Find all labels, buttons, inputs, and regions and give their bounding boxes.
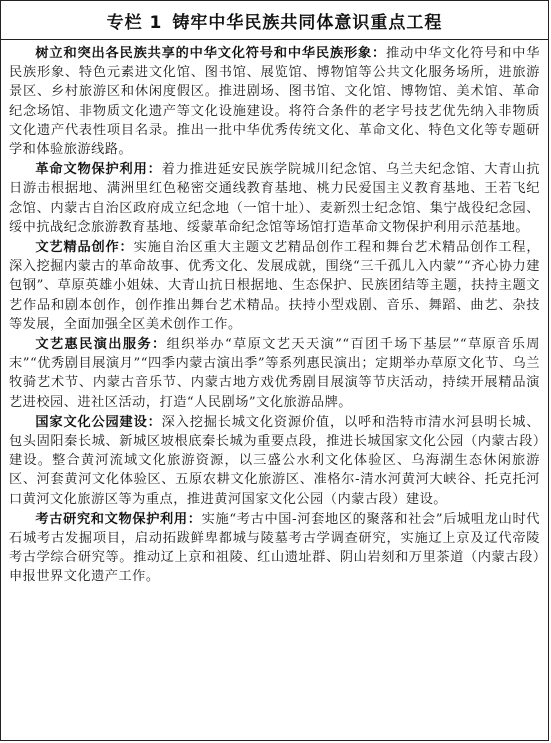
paragraph-heading: 国家文化公园建设：	[35, 414, 162, 430]
paragraph-cultural-symbols	[9, 44, 540, 159]
paragraph-national-cultural-parks	[9, 413, 540, 509]
paragraph-heading: 文艺精品创作：	[35, 240, 134, 256]
box-content	[1, 40, 548, 587]
paragraph-art-creation	[9, 238, 540, 334]
box-title: 铸牢中华民族共同体意识重点工程	[172, 12, 443, 33]
paragraph-revolutionary-relics	[9, 160, 540, 237]
box-title-bar	[1, 1, 548, 40]
box-title-number: 专栏 1	[106, 12, 163, 33]
paragraph-heading: 树立和突出各民族共享的中华文化符号和中华民族形象：	[35, 46, 387, 61]
paragraph-archaeology	[9, 510, 540, 587]
paragraph-body: 实施“考古中国-河套地区的聚落和社会”后城咀龙山时代石城考古发掘项目，启动拓跋鲜卑都城与陵墓考古学调查研究，实施辽上京及辽代帝陵考古学综合研究等。推动辽上京和祖陵、红山遗址群、阴山岩刻和万里茶道（内蒙古段）申报世界文化遗产工作。	[9, 511, 540, 585]
paragraph-body: 推动中华文化符号和中华民族形象、特色元素进文化馆、图书馆、展览馆、博物馆等公共文化服务场所，进旅游景区、乡村旅游区和休闲度假区。推进剧场、图书馆、文化馆、博物馆、美术馆、革命纪念场馆、非物质文化遗产等文化设施建设。将符合条件的老字号技艺优先纳入非物质文化遗产代表性项目名录。推出一批中华优秀传统文化、革命文化、特色文化等专题研学和体验旅游线路。	[9, 46, 540, 158]
paragraph-body: 深入挖掘长城文化资源价值，以呼和浩特市清水河县明长城、包头固阳秦长城、新城区坡根底秦长城为重要点段，推进长城国家文化公园（内蒙古段）建设。整合黄河流域文化旅游资源，以三盛公水利文化体验区、乌海湖生态休闲旅游区、河套黄河文化体验区、五原农耕文化旅游区、准格尔-清水河黄河大峡谷、托克托河口黄河文化旅游区等为重点，推进黄河国家文化公园（内蒙古段）建设。	[9, 414, 541, 507]
paragraph-heading: 考古研究和文物保护利用：	[35, 511, 202, 527]
paragraph-body: 组织举办“草原文艺天天演”“百团千场下基层”“草原音乐周末”“优秀剧目展演月”“四季内蒙古演出季”等系列惠民演出；定期举办草原文化节、乌兰牧骑艺术节、内蒙古音乐节、内蒙古地方戏优秀剧目展演等节庆活动，持续开展精品演艺进校园、进社区活动，打造“人民剧场”文化旅游品牌。	[9, 337, 540, 410]
paragraph-body: 实施自治区重大主题文艺精品创作工程和舞台艺术精品创作工程，深入挖掘内蒙古的革命故事、优秀文化、发展成就，围绕“三千孤儿入内蒙”“齐心协力建包钢”、草原英雄小姐妹、大青山抗日根据地、生态保护、民族团结等主题，扶持主题文艺作品和剧本创作，创作推出舞台艺术精品。扶持小型戏剧、音乐、舞蹈、曲艺、杂技等发展，全面加强全区美术创作工作。	[9, 240, 541, 332]
paragraph-heading: 文艺惠民演出服务：	[35, 337, 167, 353]
paragraph-public-performances	[9, 335, 540, 412]
paragraph-body: 着力推进延安民族学院城川纪念馆、乌兰夫纪念馆、大青山抗日游击根据地、满洲里红色秘密交通线教育基地、桃力民爱国主义教育基地、王若飞纪念馆、内蒙古自治区政府成立纪念地（一馆十址）、麦新烈士纪念馆、集宁战役纪念园、绥中抗战纪念旅游教育基地、绥蒙革命纪念馆等场馆打造革命文物保护利用示范基地。	[9, 162, 541, 235]
paragraph-heading: 革命文物保护利用：	[35, 162, 162, 178]
